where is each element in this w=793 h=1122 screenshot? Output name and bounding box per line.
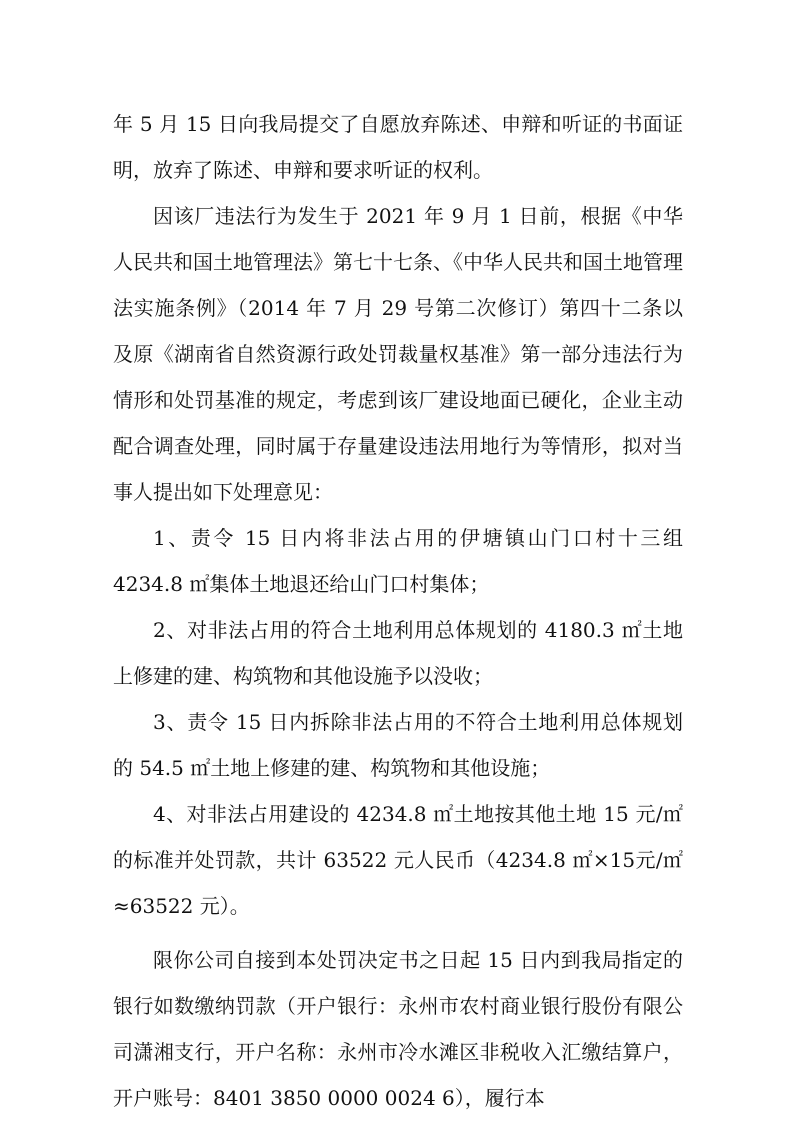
paragraph-item-3-demolish: 3、责令 15 日内拆除非法占用的不符合土地利用总体规划的 54.5 ㎡土地上修建的建、构筑物和其他设施； xyxy=(113,710,683,780)
paragraph-payment-instructions: 限你公司自接到本处罚决定书之日起 15 日内到我局指定的银行如数缴纳罚款（开户银行：永州市农村商业银行股份有限公司潇湘支行，开户名称：永州市冷水滩区非税收入汇缴结算户，开户账号：8401 3850 0000 0024 6），履行本 xyxy=(113,948,683,1110)
paragraph-item-1-return-land: 1、责令 15 日内将非法占用的伊塘镇山门口村十三组4234.8 ㎡集体土地退还给山门口村集体； xyxy=(113,526,683,596)
paragraph-item-4-fine: 4、对非法占用建设的 4234.8 ㎡土地按其他土地 15 元/㎡的标准并处罚款，共计 63522 元人民币（4234.8 ㎡×15元/㎡≈63522 元）。 xyxy=(113,802,683,918)
paragraph-hearing-waiver: 年 5 月 15 日向我局提交了自愿放弃陈述、申辩和听证的书面证明，放弃了陈述、申辩和要求听证的权利。 xyxy=(113,112,683,182)
paragraph-legal-basis: 因该厂违法行为发生于 2021 年 9 月 1 日前，根据《中华人民共和国土地管理法》第七十七条、《中华人民共和国土地管理法实施条例》（2014 年 7 月 29 号第二次修订）第四十二条以及原《湖南省自然资源行政处罚裁量权基准》第一部分违法行为情形和处罚基准的规定，考虑到该厂建设地面已硬化，企业主动配合调查处理，同时属于存量建设违法用地行为等情形，拟对当事人提出如下处理意见： xyxy=(113,204,683,504)
document-body xyxy=(113,101,683,1121)
paragraph-item-2-confiscate: 2、对非法占用的符合土地利用总体规划的 4180.3 ㎡土地上修建的建、构筑物和其他设施予以没收； xyxy=(113,618,683,688)
